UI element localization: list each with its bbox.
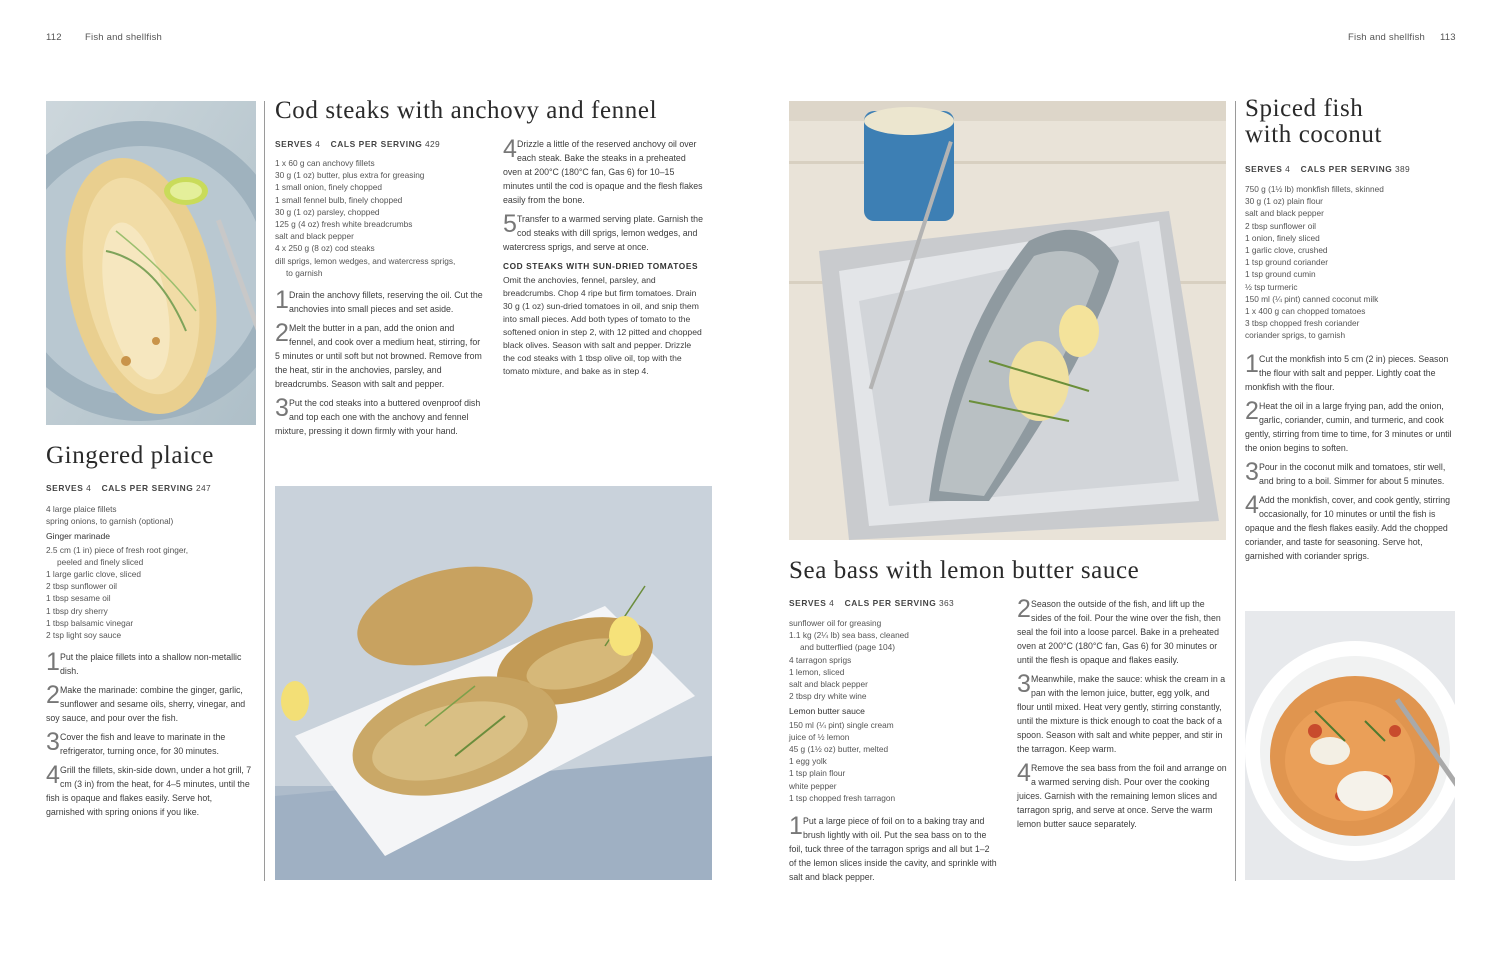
step-number: 3: [275, 394, 289, 422]
method-step: [275, 396, 483, 438]
step-text: Make the marinade: combine the ginger, garlic, sunflower and sesame oils, sherry, vinegar, and soy sauce, and pour over the fish.: [46, 685, 246, 723]
ingredient: 1 x 60 g can anchovy fillets: [275, 158, 375, 168]
ingredient: 1 lemon, sliced: [789, 666, 845, 677]
gingered-plaice-title: Gingered plaice: [46, 442, 214, 469]
method-step: [46, 683, 252, 725]
spiced-fish-method: [1245, 352, 1455, 568]
ingredient: 2 tsp light soy sauce: [46, 630, 122, 641]
method-step: [46, 730, 252, 758]
ingredient: 30 g (1 oz) butter, plus extra for greasing: [275, 170, 425, 181]
step-text: Heat the oil in a large frying pan, add the onion, garlic, coriander, cumin, and turmeric, and cook gently, stirring from time to time, for 3 minutes or until the onion begins to soften.: [1245, 401, 1452, 453]
step-number: 2: [1017, 595, 1031, 623]
step-number: 2: [46, 681, 60, 709]
step-number: 4: [1245, 491, 1259, 519]
title-line: with coconut: [1245, 121, 1383, 148]
ingredient: peeled and finely sliced: [57, 556, 144, 567]
step-number: 1: [275, 286, 289, 314]
ingredient: 1 tsp ground cumin: [1245, 269, 1316, 280]
method-step: [503, 137, 705, 207]
step-number: 3: [1017, 670, 1031, 698]
step-text: Pour in the coconut milk and tomatoes, stir well, and bring to a boil. Simmer for about 5 minutes.: [1259, 462, 1446, 486]
method-step: [46, 763, 252, 819]
ingredient: 1 egg yolk: [789, 756, 827, 767]
ingredient: 1 tsp ground coriander: [1245, 257, 1329, 268]
sea-bass-method-col1: [789, 814, 999, 889]
method-step: [1017, 761, 1227, 831]
sea-bass-title: Sea bass with lemon butter sauce: [789, 557, 1140, 584]
column-rule: [1235, 101, 1236, 881]
method-step: [1245, 399, 1455, 455]
step-number: 1: [789, 812, 803, 840]
sauce-heading: Lemon butter sauce: [789, 706, 865, 717]
ingredient: 1 x 400 g can chopped tomatoes: [1245, 306, 1366, 317]
serves-label: SERVES: [275, 139, 313, 149]
method-step: [1017, 672, 1227, 756]
ingredient: to garnish: [286, 267, 323, 278]
left-running-head: Fish and shellfish: [85, 32, 162, 43]
ingredient: 3 tbsp chopped fresh coriander: [1245, 318, 1360, 329]
cod-steaks-ingredients: [275, 157, 495, 279]
ingredient: 1.1 kg (2¼ lb) sea bass, cleaned: [789, 630, 909, 641]
ingredient: white pepper: [789, 780, 837, 791]
ingredient: 150 ml (¼ pint) single cream: [789, 719, 894, 730]
ingredient: 1 small onion, finely chopped: [275, 182, 383, 193]
ingredient: coriander sprigs, to garnish: [1245, 330, 1346, 341]
spiced-fish-ingredients: [1245, 183, 1455, 342]
ingredient: and butterflied (page 104): [800, 642, 896, 653]
spiced-fish-meta: [1245, 164, 1455, 174]
serves-value: 4: [829, 598, 835, 608]
step-text: Drizzle a little of the reserved anchovy oil over each steak. Bake the steaks in a preheated oven at 200°C (180°C fan, Gas 6) for 10–15 minutes until the cod is opaque and the flesh flakes easily from the bone.: [503, 139, 703, 205]
sea-bass-photo: [789, 101, 1226, 540]
step-number: 4: [1017, 759, 1031, 787]
column-rule: [264, 101, 265, 881]
step-text: Add the monkfish, cover, and cook gently, stirring occasionally, for 10 minutes or until the fish is opaque and the flesh flakes easily. Add the chopped coriander, and taste for seasoning. Serve hot, garnished with coriander sprigs.: [1245, 495, 1451, 561]
serves-value: 4: [86, 483, 92, 493]
cals-value: 247: [196, 483, 211, 493]
step-number: 4: [503, 135, 517, 163]
cals-label: CALS PER SERVING: [1300, 164, 1393, 174]
ingredient: 1 tbsp balsamic vinegar: [46, 617, 134, 628]
sea-bass-ingredients: [789, 617, 999, 804]
step-number: 4: [46, 761, 60, 789]
serves-value: 4: [315, 139, 321, 149]
step-text: Meanwhile, make the sauce: whisk the cream in a pan with the lemon juice, butter, egg yolk, and flour until mixed. Heat very gently, stirring constantly, until the mixture is thick enough to coat the back of a spoon. Season with salt and white pepper, and stir in the tarragon. Keep warm.: [1017, 674, 1226, 754]
ingredient: juice of ½ lemon: [789, 731, 850, 742]
ingredient: 1 tbsp dry sherry: [46, 605, 108, 616]
method-step: [1245, 460, 1455, 488]
ingredient: 1 tsp chopped fresh tarragon: [789, 792, 896, 803]
ingredient: 1 tsp plain flour: [789, 768, 846, 779]
ingredient: 4 x 250 g (8 oz) cod steaks: [275, 243, 375, 254]
step-text: Cover the fish and leave to marinate in the refrigerator, turning once, for 30 minutes.: [60, 732, 226, 756]
serves-label: SERVES: [46, 483, 84, 493]
cals-label: CALS PER SERVING: [844, 598, 937, 608]
ingredient: 30 g (1 oz) parsley, chopped: [275, 206, 380, 217]
step-number: 2: [275, 319, 289, 347]
serves-label: SERVES: [1245, 164, 1283, 174]
method-step: [503, 212, 705, 254]
method-step: [46, 650, 252, 678]
method-step: [275, 321, 483, 391]
spiced-fish-title: [1245, 96, 1382, 148]
ingredient: 4 large plaice fillets: [46, 504, 117, 514]
cod-steaks-meta: [275, 139, 495, 149]
step-text: Drain the anchovy fillets, reserving the oil. Cut the anchovies into small pieces and set aside.: [289, 290, 483, 314]
step-text: Grill the fillets, skin-side down, under a hot grill, 7 cm (3 in) from the heat, for 4–5 minutes, until the fish is opaque and flakes easily. Serve hot, garnished with spring onions if you like.: [46, 765, 252, 817]
cals-value: 363: [939, 598, 954, 608]
step-number: 5: [503, 210, 517, 238]
ingredient: 2.5 cm (1 in) piece of fresh root ginger,: [46, 544, 189, 555]
ingredient: 4 tarragon sprigs: [789, 654, 852, 665]
sea-bass-method-col2: [1017, 597, 1227, 836]
cod-steaks-method-col1: [275, 288, 483, 443]
step-number: 1: [1245, 350, 1259, 378]
ingredient: 125 g (4 oz) fresh white breadcrumbs: [275, 219, 413, 230]
cals-value: 429: [425, 139, 440, 149]
step-text: Season the outside of the fish, and lift up the sides of the foil. Pour the wine over the fish, then seal the foil into a loose parcel. Bake in a preheated oven at 200°C (180°C fan, Gas 6) for 30 minutes or until the flesh is opaque and flakes easily.: [1017, 599, 1221, 665]
spiced-fish-photo: [1245, 611, 1455, 880]
method-step: [1245, 493, 1455, 563]
marinade-heading: Ginger marinade: [46, 531, 111, 542]
step-text: Transfer to a warmed serving plate. Garnish the cod steaks with dill sprigs, lemon wedges, and watercress sprigs, and serve at once.: [503, 214, 703, 252]
ingredient: salt and black pepper: [789, 679, 868, 690]
serves-value: 4: [1285, 164, 1291, 174]
title-line: Spiced fish: [1245, 95, 1364, 122]
step-text: Melt the butter in a pan, add the onion and fennel, and cook over a medium heat, stirring, for 5 minutes or until soft but not browned. Remove from the heat, stir in the anchovies, parsley, and breadcrumbs. Season with salt and pepper.: [275, 323, 482, 389]
variation-text: Omit the anchovies, fennel, parsley, and breadcrumbs. Chop 4 ripe but firm tomatoes. Drain 30 g (1 oz) sun-dried tomatoes in oil, and snip them into small pieces. Add both types of tomato to the softened onion in step 2, with 12 pitted and chopped black olives. Season with salt and pepper. Drizzle the cod steaks with 1 tbsp olive oil, top with the tomato mixture, and bake as in step 4.: [503, 275, 702, 376]
step-text: Put a large piece of foil on to a baking tray and brush lightly with oil. Put the sea bass on to the foil, tuck three of the tarragon sprigs and all but 1–2 of the lemon slices inside the cavity, and sprinkle with salt and black pepper.: [789, 816, 997, 882]
ingredient: salt and black pepper: [275, 231, 354, 242]
step-text: Put the cod steaks into a buttered ovenproof dish and top each one with the anchovy and fennel mixture, pressing it down firmly with your hand.: [275, 398, 481, 436]
ingredient: dill sprigs, lemon wedges, and watercress sprigs,: [275, 255, 456, 266]
method-step: [1245, 352, 1455, 394]
method-step: [275, 288, 483, 316]
method-step: [789, 814, 999, 884]
ingredient: 1 small fennel bulb, finely chopped: [275, 194, 403, 205]
sea-bass-meta: [789, 598, 1009, 608]
cals-label: CALS PER SERVING: [101, 483, 194, 493]
ingredient: ½ tsp turmeric: [1245, 281, 1298, 292]
ingredient: 750 g (1½ lb) monkfish fillets, skinned: [1245, 184, 1384, 194]
step-text: Remove the sea bass from the foil and arrange on a warmed serving dish. Pour over the cooking juices. Garnish with the remaining lemon slices and tarragon sprig, and serve at once. Serve the warm lemon butter sauce separately.: [1017, 763, 1227, 829]
right-page-number: 113: [1440, 32, 1456, 43]
ingredient: 30 g (1 oz) plain flour: [1245, 196, 1323, 207]
step-text: Cut the monkfish into 5 cm (2 in) pieces. Season the flour with salt and pepper. Lightly coat the monkfish with the flour.: [1245, 354, 1449, 392]
cals-value: 389: [1395, 164, 1410, 174]
method-step: [1017, 597, 1227, 667]
left-page-number: 112: [46, 32, 62, 43]
ingredient: 2 tbsp sunflower oil: [1245, 220, 1317, 231]
gingered-plaice-meta: [46, 483, 256, 493]
ingredient: 1 tbsp sesame oil: [46, 593, 111, 604]
ingredient: salt and black pepper: [1245, 208, 1324, 219]
ingredient: spring onions, to garnish (optional): [46, 516, 174, 527]
gingered-plaice-method: [46, 650, 252, 824]
serves-label: SERVES: [789, 598, 827, 608]
ingredient: 45 g (1½ oz) butter, melted: [789, 744, 889, 755]
right-running-head: Fish and shellfish: [1348, 32, 1425, 43]
ingredient: 1 garlic clove, crushed: [1245, 245, 1328, 256]
step-number: 3: [1245, 458, 1259, 486]
step-number: 3: [46, 728, 60, 756]
ingredient: 1 onion, finely sliced: [1245, 232, 1320, 243]
step-text: Put the plaice fillets into a shallow non-metallic dish.: [60, 652, 242, 676]
cod-steaks-photo: [275, 486, 712, 880]
ingredient: 2 tbsp sunflower oil: [46, 581, 118, 592]
variation-heading: COD STEAKS WITH SUN-DRIED TOMATOES: [503, 261, 699, 271]
ingredient: 2 tbsp dry white wine: [789, 691, 867, 702]
cals-label: CALS PER SERVING: [330, 139, 423, 149]
ingredient: 150 ml (¼ pint) canned coconut milk: [1245, 293, 1379, 304]
step-number: 2: [1245, 397, 1259, 425]
plaice-photo: [46, 101, 256, 425]
step-number: 1: [46, 648, 60, 676]
cod-steaks-title: Cod steaks with anchovy and fennel: [275, 97, 658, 124]
gingered-plaice-ingredients: [46, 503, 256, 641]
ingredient: sunflower oil for greasing: [789, 618, 882, 628]
cod-steaks-method-col2: [503, 137, 705, 378]
ingredient: 1 large garlic clove, sliced: [46, 569, 141, 580]
